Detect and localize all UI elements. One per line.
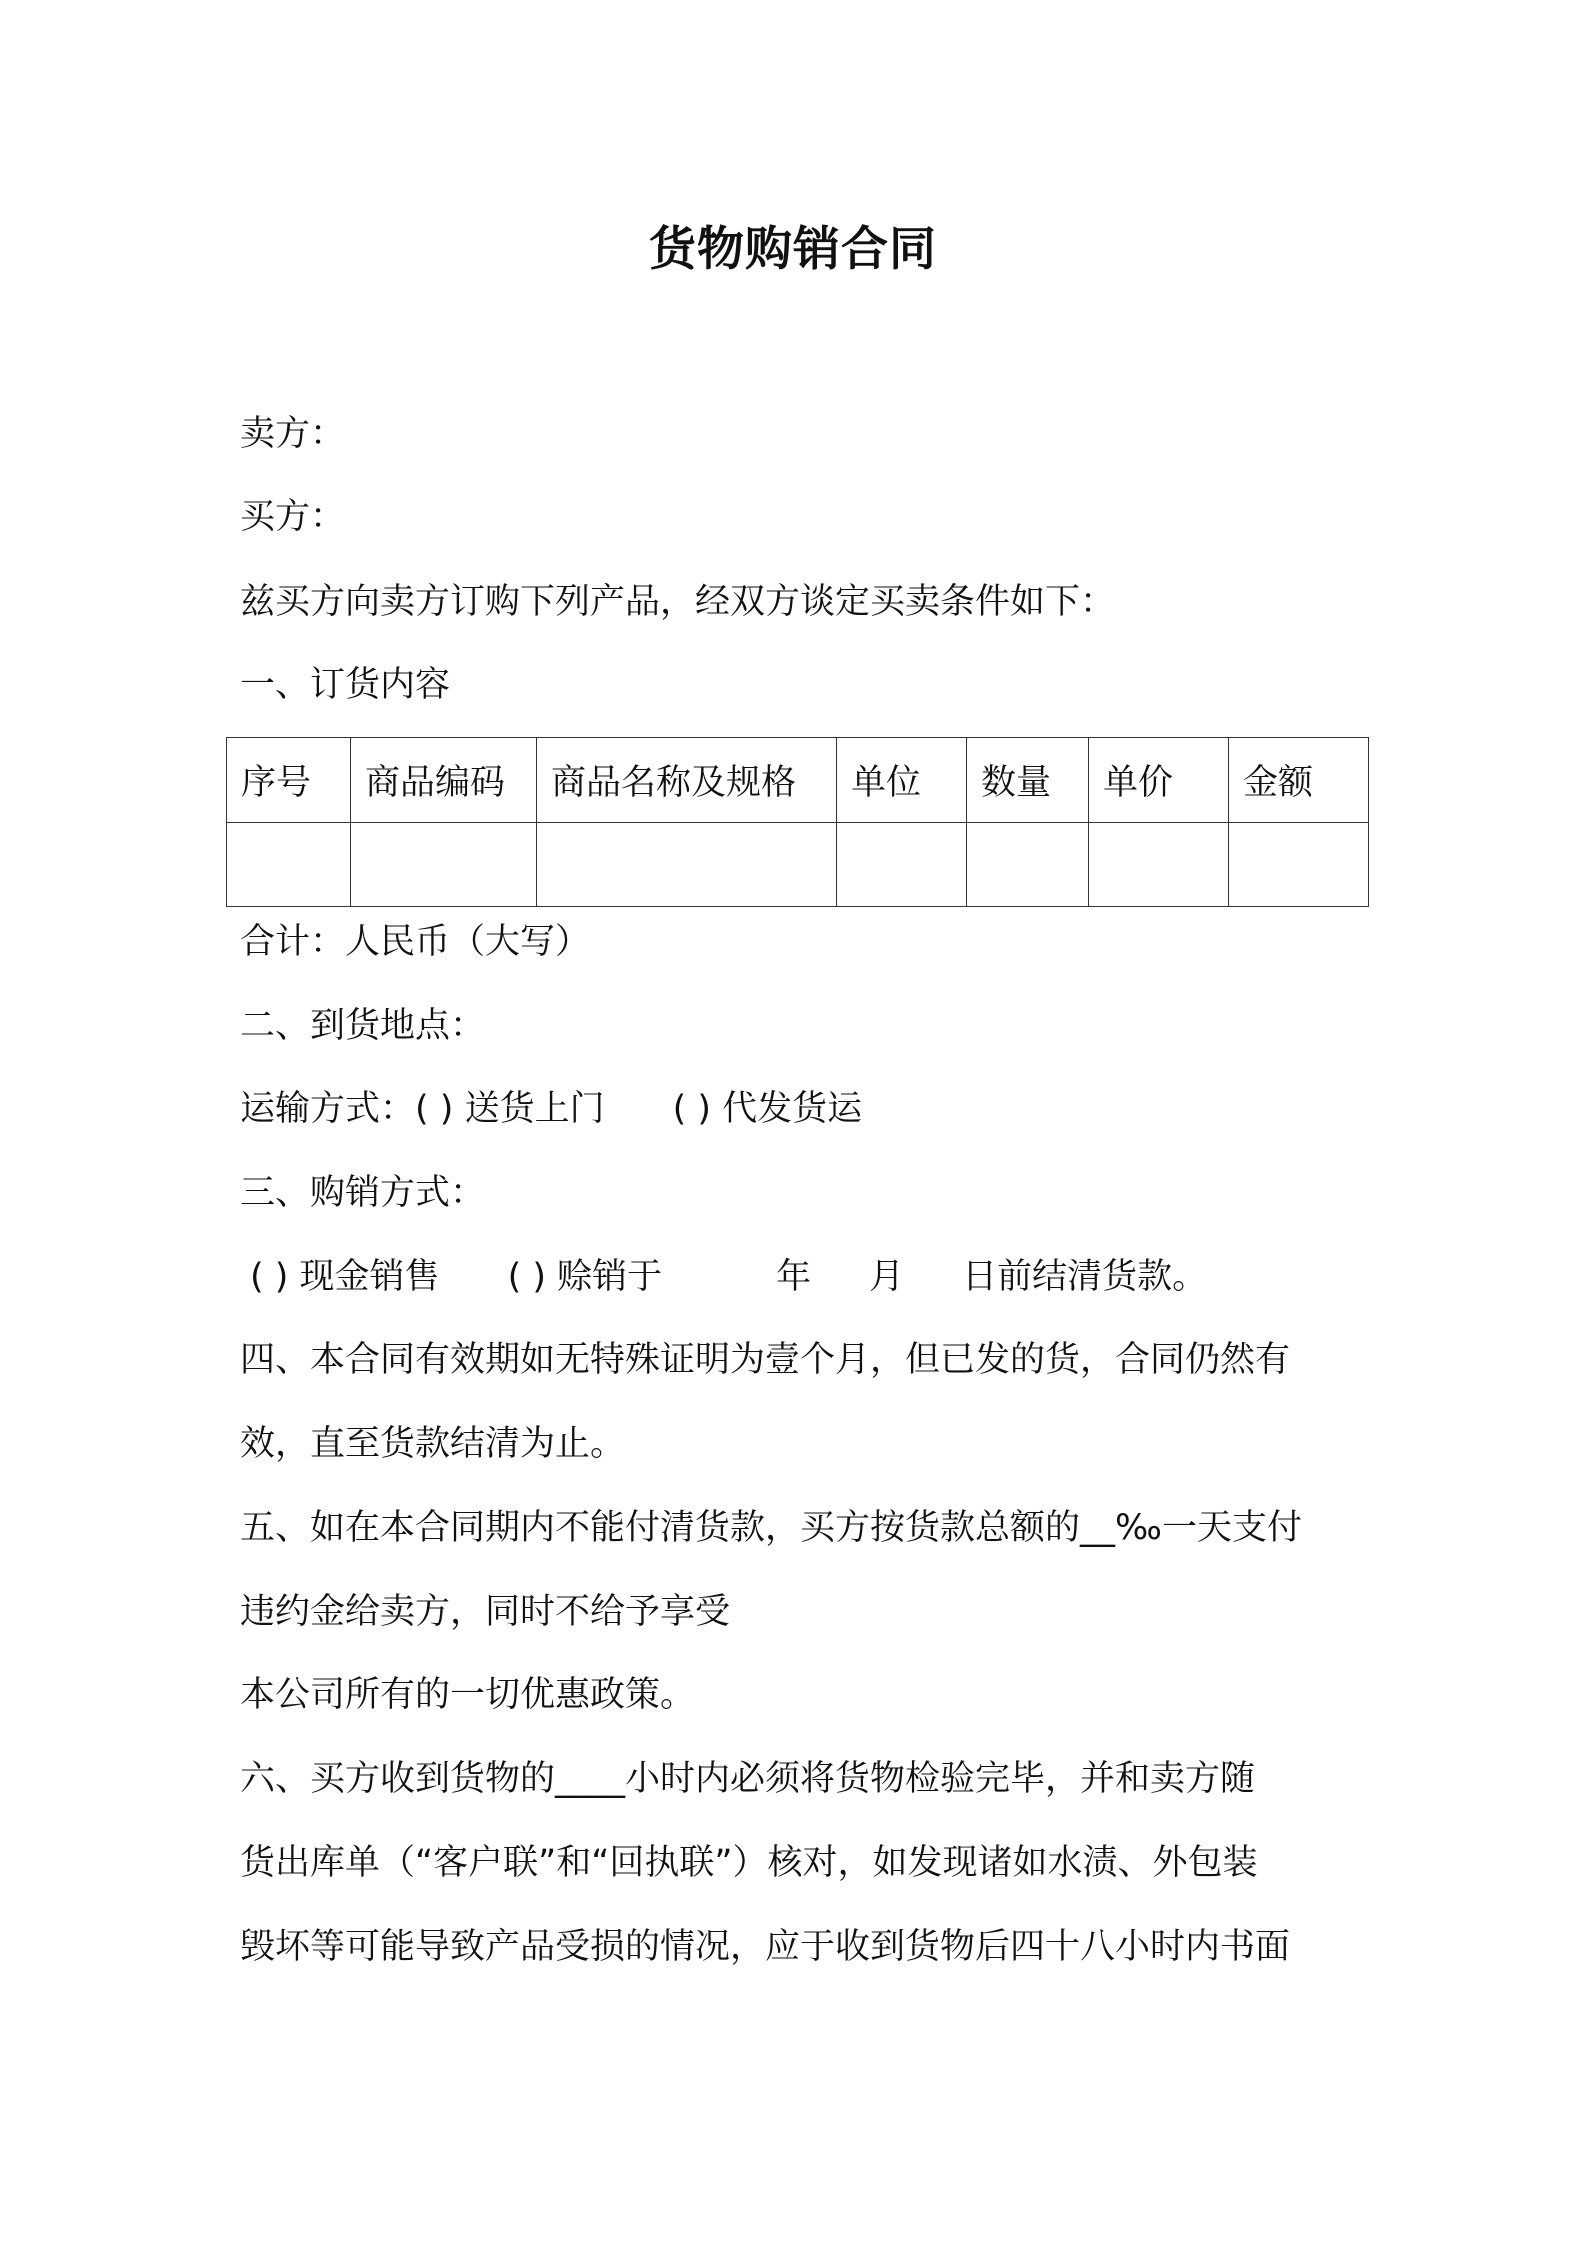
order-table xyxy=(226,737,1369,907)
table-cell xyxy=(1089,823,1229,907)
clause4-line1: 四、本合同有效期如无特殊证明为壹个月，但已发的货，合同仍然有 xyxy=(240,1340,1291,1380)
table-header-cell: 序号 xyxy=(227,738,351,823)
transport-line xyxy=(240,1087,862,1131)
clause6-line3: 毁坏等可能导致产品受损的情况，应于收到货物后四十八小时内书面 xyxy=(240,1927,1291,1967)
clause5-line1: 五、如在本合同期内不能付清货款，买方按货款总额的__‰一天支付 xyxy=(240,1508,1302,1548)
section3-heading: 三、购销方式： xyxy=(240,1173,486,1213)
table-cell xyxy=(227,823,351,907)
clause6-line1: 六、买方收到货物的____小时内必须将货物检验完毕，并和卖方随 xyxy=(240,1759,1256,1799)
sales-year-label: 年 xyxy=(776,1257,812,1297)
sales-option-credit: ( ) 赊销于 xyxy=(507,1257,663,1297)
section1-heading: 一、订货内容 xyxy=(240,665,451,705)
clause5-line2: 违约金给卖方，同时不给予享受 xyxy=(240,1592,731,1632)
clause4-line2: 效，直至货款结清为止。 xyxy=(240,1424,626,1464)
table-header-cell: 商品编码 xyxy=(351,738,537,823)
transport-option-freight: ( ) 代发货运 xyxy=(672,1089,863,1129)
table-header-cell: 单位 xyxy=(837,738,967,823)
total-line: 合计：人民币（大写） xyxy=(240,922,591,962)
table-header-cell: 单价 xyxy=(1089,738,1229,823)
document-title: 货物购销合同 xyxy=(649,222,937,277)
section2-heading: 二、到货地点： xyxy=(240,1006,486,1046)
table-header-row xyxy=(227,738,1369,823)
table-cell xyxy=(837,823,967,907)
sales-month-label: 月 xyxy=(869,1257,905,1297)
table-header-cell: 商品名称及规格 xyxy=(537,738,837,823)
table-cell xyxy=(537,823,837,907)
table-header-cell: 数量 xyxy=(967,738,1089,823)
clause5-line3: 本公司所有的一切优惠政策。 xyxy=(240,1675,696,1715)
sales-mode-line xyxy=(250,1255,1207,1299)
table-cell xyxy=(1229,823,1369,907)
transport-label: 运输方式： xyxy=(240,1089,416,1129)
intro-text: 兹买方向卖方订购下列产品，经双方谈定买卖条件如下： xyxy=(240,582,1116,622)
table-header-cell: 金额 xyxy=(1229,738,1369,823)
sales-option-cash: ( ) 现金销售 xyxy=(250,1257,440,1297)
table-row xyxy=(227,823,1369,907)
seller-label: 卖方： xyxy=(240,414,346,454)
table-cell xyxy=(967,823,1089,907)
table-cell xyxy=(351,823,537,907)
sales-day-text: 日前结清货款。 xyxy=(962,1257,1208,1297)
clause6-line2: 货出库单（“客户联”和“回执联”）核对，如发现诸如水渍、外包装 xyxy=(240,1843,1258,1883)
transport-option-door: ( ) 送货上门 xyxy=(415,1089,605,1129)
buyer-label: 买方： xyxy=(240,497,346,537)
